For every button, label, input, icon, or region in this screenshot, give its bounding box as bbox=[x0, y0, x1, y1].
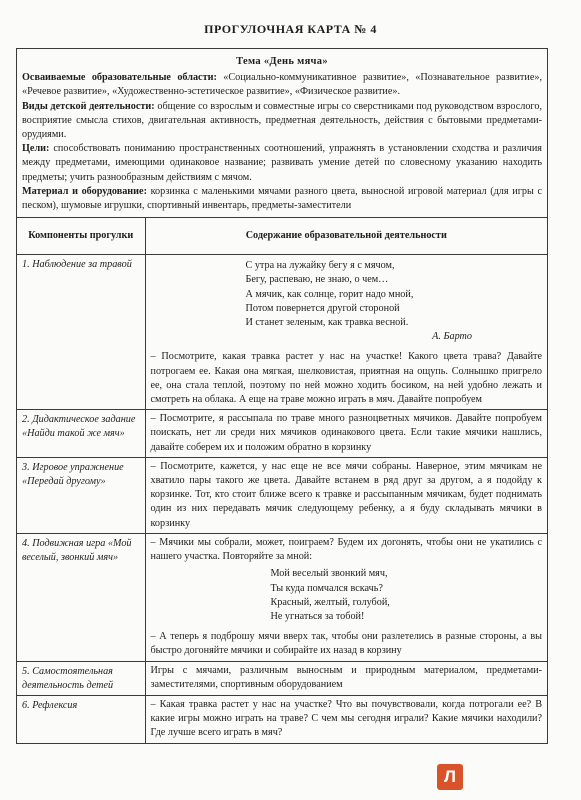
goals-text: способствовать пониманию пространственных соотношений, упражнять в установлении сходства и различия между предметами, имеющими одинаковое название; развивать умение детей по словесному указанию находить предметы; учить разнообразным действиям с мячом. bbox=[22, 143, 542, 183]
poem-line: С утра на лужайку бегу я с мячом, bbox=[245, 260, 395, 272]
poem-line: Мой веселый звонкий мяч, bbox=[270, 568, 388, 580]
poem-line: Не угнаться за тобой! bbox=[270, 610, 365, 622]
goals-paragraph bbox=[22, 142, 542, 185]
row-content bbox=[145, 533, 547, 661]
row-text: – Посмотрите, какая травка растет у нас на участке! Какого цвета трава? Давайте потрогаем ее. Какая она мягкая, шелковистая, приятная на ощупь. Солнышко пригрело ее, она стала теплой, поэтому по ней можно ходить босиком, на ней удобно лежать и смотреть на облака. А еще на траве можно играть в мяч. Давайте попробуем bbox=[150, 351, 542, 406]
row-content: – Посмотрите, я рассыпала по траве много разноцветных мячиков. Давайте попробуем поискать, нет ли среди них мячиков одинакового цвета. Если такие мячики нашлись, давайте соберем их и положим обратно в корзинку bbox=[145, 410, 547, 458]
poem-line: Бегу, распеваю, не знаю, о чем… bbox=[245, 274, 389, 286]
table-header-row bbox=[17, 218, 547, 255]
theme-title: Тема «День мяча» bbox=[236, 56, 328, 67]
row-content: – Посмотрите, кажется, у нас еще не все мячи собраны. Наверное, этим мячикам не хватило пары такого же цвета. Давайте встанем в ряд друг за другом, а я подойду к корзинке. Тот, кто стоит ближе всего к травке и рассыпанным мячикам, будет поднимать один из них передавать мячик следующему ребенку, а я буду складывать мячики в корзинку bbox=[145, 457, 547, 533]
poem bbox=[151, 259, 543, 344]
material-label: Материал и оборудование: bbox=[22, 185, 147, 197]
table-row bbox=[17, 695, 547, 742]
poem-line: А мячик, как солнце, горит надо мной, bbox=[245, 288, 414, 300]
activity-label: Виды детской деятельности: bbox=[22, 100, 155, 112]
activity-paragraph bbox=[22, 100, 542, 143]
goals-label: Цели: bbox=[22, 143, 50, 155]
row-component: 6. Рефлексия bbox=[17, 695, 145, 742]
publisher-logo: Л bbox=[437, 764, 463, 790]
row-component: 4. Подвижная игра «Мой веселый, звонкий мяч» bbox=[17, 533, 145, 661]
card-info bbox=[17, 49, 547, 218]
row-text: – Мячики мы собрали, может, поиграем? Будем их догонять, чтобы они не укатились с нашего участка. Повторяйте за мной: bbox=[150, 536, 542, 563]
row-component: 2. Дидактическое задание «Найди такой же мяч» bbox=[17, 410, 145, 458]
poem-line: И станет зеленым, как травка весной. bbox=[245, 317, 409, 329]
table-row bbox=[17, 410, 547, 458]
areas-paragraph bbox=[22, 71, 542, 99]
row-content: – Какая травка растет у нас на участке? Что вы почувствовали, когда потрогали ее? В какие игры можно играть на траве? С чем мы сегодня играли? Какие мячики находили? Где лучше всего играть в мяч? bbox=[145, 695, 547, 742]
walk-card bbox=[16, 48, 548, 744]
areas-label: Осваиваемые образовательные области: bbox=[22, 72, 217, 84]
poem-line: Красный, желтый, голубой, bbox=[270, 596, 390, 608]
header-content: Содержание образовательной деятельности bbox=[145, 218, 547, 255]
row-content: Игры с мячами, различным выносным и природным материалом, предметами-заместителями, спортивным оборудованием bbox=[145, 661, 547, 695]
table-row bbox=[17, 661, 547, 695]
poem-line: Потом повернется другой стороной bbox=[245, 302, 400, 314]
activity-table bbox=[17, 218, 547, 742]
table-row bbox=[17, 533, 547, 661]
poem-line: Ты куда помчался вскачь? bbox=[270, 582, 383, 594]
table-row bbox=[17, 457, 547, 533]
row-component: 5. Самостоятельная деятельность детей bbox=[17, 661, 145, 695]
material-text: корзинка с маленькими мячами разного цвета, выносной игровой материал (для игры с песком), шумовые игрушки, спортивный инвентарь, предметы-заместители bbox=[22, 185, 542, 212]
row-text: – А теперь я подброшу мячи вверх так, чтобы они разлетелись в разные стороны, а вы быстро догоняйте мячики и собирайте их назад в корзину bbox=[150, 631, 542, 657]
poem-author: А. Барто bbox=[432, 331, 472, 343]
page-title: ПРОГУЛОЧНАЯ КАРТА № 4 bbox=[204, 22, 377, 36]
areas-text: «Социально-коммуникативное развитие», «Познавательное развитие», «Речевое развитие», «Художественно-эстетическое развитие», «Физическое развитие». bbox=[22, 72, 543, 98]
header-components: Компоненты прогулки bbox=[17, 218, 145, 255]
material-paragraph bbox=[22, 185, 542, 213]
poem bbox=[151, 567, 543, 624]
row-component: 3. Игровое упражнение «Передай другому» bbox=[17, 457, 145, 533]
table-row bbox=[17, 255, 547, 410]
activity-text: общение со взрослым и совместные игры со сверстниками под руководством взрослого, восприятие смысла стихов, двигательная активность, предметная деятельность, действия с бытовыми предметами-орудиями. bbox=[22, 100, 542, 141]
row-component: 1. Наблюдение за травой bbox=[17, 255, 145, 410]
row-content bbox=[145, 255, 547, 410]
